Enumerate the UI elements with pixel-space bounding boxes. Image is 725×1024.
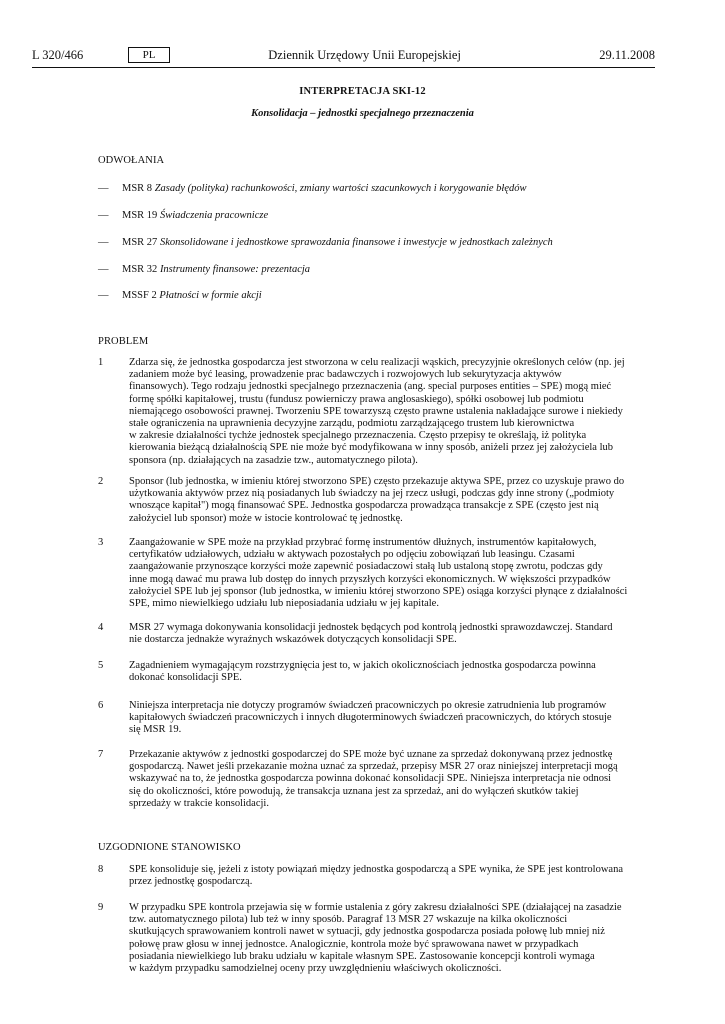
text-line: SPE, mimo niewielkiego udziału lub nieposiadania udziału w jej kapitale. bbox=[129, 598, 439, 610]
paragraph-text bbox=[129, 700, 654, 737]
text-line: połowę praw głosu w innej jednostce. Analogicznie, kontrola może być sprawowana nawet w przypadkach bbox=[129, 938, 579, 950]
text-line: certyfikatów udziałowych, udziału w aktywach pozostałych po odjęciu zobowiązań lub leasingu. Czasami bbox=[129, 549, 575, 561]
document-subtitle: Konsolidacja – jednostki specjalnego przeznaczenia bbox=[251, 108, 474, 119]
journal-title: Dziennik Urzędowy Unii Europejskiej bbox=[268, 47, 461, 62]
paragraph-text bbox=[129, 476, 654, 525]
paragraph-number: 2 bbox=[98, 476, 104, 487]
text-line: niemającego osobowości prawnej. Tworzeniu SPE towarzyszą często prawne ustalenia nakładające surowe i niekiedy bbox=[129, 405, 623, 417]
publication-date: 29.11.2008 bbox=[599, 47, 655, 62]
text-line: W przypadku SPE kontrola przejawia się w formie ustalenia z góry zakresu działalności SPE (działającej na zasadzie bbox=[129, 902, 622, 913]
text-line: zadaniem może być leasing, prowadzenie prac badawczych i rozwojowych lub sekurytyzacja aktywów bbox=[129, 369, 562, 381]
paragraph-text bbox=[129, 537, 654, 610]
header-rule bbox=[32, 67, 655, 68]
text-line: MSR 27 wymaga dokonywania konsolidacji jednostek będących pod kontrolą jednostki sprawozdawczej. Standard bbox=[129, 622, 613, 633]
reference-dash: — bbox=[98, 210, 109, 221]
text-line: Zagadnieniem wymagającym rozstrzygnięcia jest to, w jakich okolicznościach jednostka gospodarcza powinna bbox=[129, 660, 596, 671]
document-title: INTERPRETACJA SKI-12 bbox=[299, 86, 426, 97]
section-heading-references: ODWOŁANIA bbox=[98, 155, 165, 166]
text-line: kapitałowych świadczeń pracowniczych i innych długoterminowych świadczeń pracowniczych, do których stosuje bbox=[129, 712, 612, 724]
paragraph-number: 7 bbox=[98, 749, 104, 760]
text-line: Zdarza się, że jednostka gospodarcza jest stworzona w celu realizacji wąskich, precyzyjnie określonych celów (np. jej bbox=[129, 357, 625, 368]
text-line: wskazywać na to, że jednostka gospodarcza powinna dokonać konsolidacji SPE. Niniejsza interpretacja nie odnosi bbox=[129, 773, 611, 785]
reference-title: Płatności w formie akcji bbox=[159, 290, 262, 301]
reference-item bbox=[98, 183, 527, 194]
text-line: SPE konsoliduje się, jeżeli z istoty powiązań między jednostka gospodarczą a SPE wynika, że SPE jest kontrolowana bbox=[129, 864, 623, 875]
reference-dash: — bbox=[98, 237, 109, 248]
paragraph-number: 8 bbox=[98, 864, 104, 875]
text-line: wnoszące kapitał") mogą finansować SPE. Jednostka gospodarcza prowadząca transakcje z SPE (często jest nią bbox=[129, 500, 599, 512]
text-line: stałe ograniczenia na uprawnienia decyzyjne zarządu, podmiotu zarządzającego trustem lub kierownictwa bbox=[129, 418, 575, 430]
paragraph-number: 1 bbox=[98, 357, 104, 368]
paragraph-text bbox=[129, 864, 654, 888]
reference-title: Zasady (polityka) rachunkowości, zmiany wartości szacunkowych i korygowanie błędów bbox=[154, 183, 527, 194]
text-line: założyciel SPE lub jej sponsor (lub jednostka, w imieniu której stworzono SPE) osiąga korzyści płynące z działalności bbox=[129, 585, 628, 597]
text-line: Przekazanie aktywów z jednostki gospodarczej do SPE może być uznane za sprzedaż dokonywaną przez jednostkę bbox=[129, 749, 613, 760]
reference-title: Świadczenia pracownicze bbox=[159, 210, 269, 221]
text-line: się MSR 19. bbox=[129, 724, 182, 736]
reference-code: MSR 8 bbox=[122, 183, 153, 194]
paragraph bbox=[98, 700, 654, 737]
reference-item bbox=[98, 237, 553, 248]
text-line: sponsora (np. działających na zasadzie tzw., automatycznego pilota). bbox=[129, 454, 418, 466]
reference-code: MSR 27 bbox=[122, 237, 158, 248]
page-reference: L 320/466 bbox=[32, 47, 84, 62]
paragraph-number: 6 bbox=[98, 700, 104, 711]
paragraph-number: 3 bbox=[98, 537, 104, 548]
paragraph-text bbox=[129, 660, 654, 684]
paragraph bbox=[98, 622, 654, 646]
text-line: dokonać konsolidacji SPE. bbox=[129, 672, 242, 684]
text-line: kierowania bieżącą działalnością SPE nie może być modyfikowana w inny sposób, aniżeli przez jej założyciela lub bbox=[129, 442, 613, 454]
paragraph bbox=[98, 749, 654, 810]
journal-header bbox=[32, 44, 655, 66]
reference-item bbox=[98, 264, 310, 275]
text-line: w zakresie działalności tychże jednostek specjalnego przeznaczenia. Często przepisy te określają, iż polityka bbox=[129, 430, 587, 442]
text-line: finansowych). Tego rodzaju jednostki specjalnego przeznaczenia (ang. special purposes entities – SPE) mogą mieć bbox=[129, 381, 612, 393]
text-line: w każdym przypadku samodzielnej oceny przy uwzględnieniu właściwych okoliczności. bbox=[129, 963, 502, 975]
text-line: tzw. automatycznego pilota) lub też w inny sposób. Paragraf 13 MSR 27 wskazuje na kilka okoliczności bbox=[129, 914, 568, 926]
paragraph bbox=[98, 357, 654, 467]
text-line: się do okoliczności, które powodują, że transakcja uznana jest za sprzedaż, ani do wyłączeń skutków takiej bbox=[129, 785, 579, 797]
paragraph bbox=[98, 476, 654, 525]
text-line: zaangażowanie przynoszące korzyści może zapewnić posiadaczowi stałą lub ustaloną stopę zwrotu, podczas gdy bbox=[129, 561, 603, 573]
reference-dash: — bbox=[98, 183, 109, 194]
reference-title: Skonsolidowane i jednostkowe sprawozdania finansowe i inwestycje w jednostkach zależnych bbox=[159, 237, 553, 248]
paragraph bbox=[98, 537, 654, 610]
text-line: założyciel lub sponsor) może w istocie kontrolować tę jednostkę. bbox=[129, 512, 403, 524]
text-line: skutkujących sprawowaniem kontroli nawet w sytuacji, gdy jednostka gospodarcza posiada połowę lub mniej niż bbox=[129, 926, 605, 938]
text-line: przez jednostkę gospodarczą. bbox=[129, 876, 253, 888]
paragraph bbox=[98, 660, 654, 684]
paragraph-number: 5 bbox=[98, 660, 104, 671]
reference-title: Instrumenty finansowe: prezentacja bbox=[159, 264, 311, 275]
reference-code: MSR 32 bbox=[122, 264, 158, 275]
paragraph-text bbox=[129, 902, 654, 975]
text-line: gospodarczą. Nawet jeśli przekazanie można uznać za sprzedaż, przepisy MSR 27 oraz niniejszej interpretacji mogą bbox=[129, 761, 618, 773]
reference-code: MSR 19 bbox=[122, 210, 158, 221]
section-heading-consensus: UZGODNIONE STANOWISKO bbox=[98, 842, 241, 853]
paragraph-text bbox=[129, 357, 654, 467]
language-badge: PL bbox=[128, 47, 170, 63]
paragraph bbox=[98, 902, 654, 975]
reference-dash: — bbox=[98, 264, 109, 275]
reference-dash: — bbox=[98, 290, 109, 301]
paragraph-number: 9 bbox=[98, 902, 104, 913]
text-line: Niniejsza interpretacja nie dotyczy programów świadczeń pracowniczych po okresie zatrudnienia lub programów bbox=[129, 700, 607, 711]
paragraph-text bbox=[129, 749, 654, 810]
text-line: formę spółki kapitałowej, trustu (fundusz powierniczy prawa anglosaskiego), spółki osobowej lub podmiotu bbox=[129, 393, 584, 405]
text-line: nie dostarcza jednakże wyraźnych wskazówek dotyczących konsolidacji SPE. bbox=[129, 634, 457, 646]
text-line: posiadania niewielkiego lub braku udziału w kapitale własnym SPE. Zastosowanie koncepcji kontroli wymaga bbox=[129, 950, 595, 962]
reference-code: MSSF 2 bbox=[122, 290, 157, 301]
paragraph-number: 4 bbox=[98, 622, 104, 633]
text-line: inne mogą dawać mu prawa lub dostęp do innych przyszłych korzyści ekonomicznych. W większości przypadków bbox=[129, 573, 611, 585]
text-line: Sponsor (lub jednostka, w imieniu której stworzono SPE) często przekazuje aktywa SPE, przez co uzyskuje prawo do bbox=[129, 476, 625, 487]
text-line: Zaangażowanie w SPE może na przykład przybrać formę instrumentów dłużnych, instrumentów kapitałowych, bbox=[129, 537, 597, 548]
section-heading-problem: PROBLEM bbox=[98, 336, 149, 347]
reference-item bbox=[98, 290, 262, 301]
paragraph-text bbox=[129, 622, 654, 646]
text-line: użytkowania aktywów przez nią posiadanych lub świadczy na jej rzecz usługi, podczas gdy inne strony („podmioty bbox=[129, 488, 615, 500]
text-line: sprzedaży w trakcie konsolidacji. bbox=[129, 797, 269, 809]
reference-item bbox=[98, 210, 268, 221]
paragraph bbox=[98, 864, 654, 888]
